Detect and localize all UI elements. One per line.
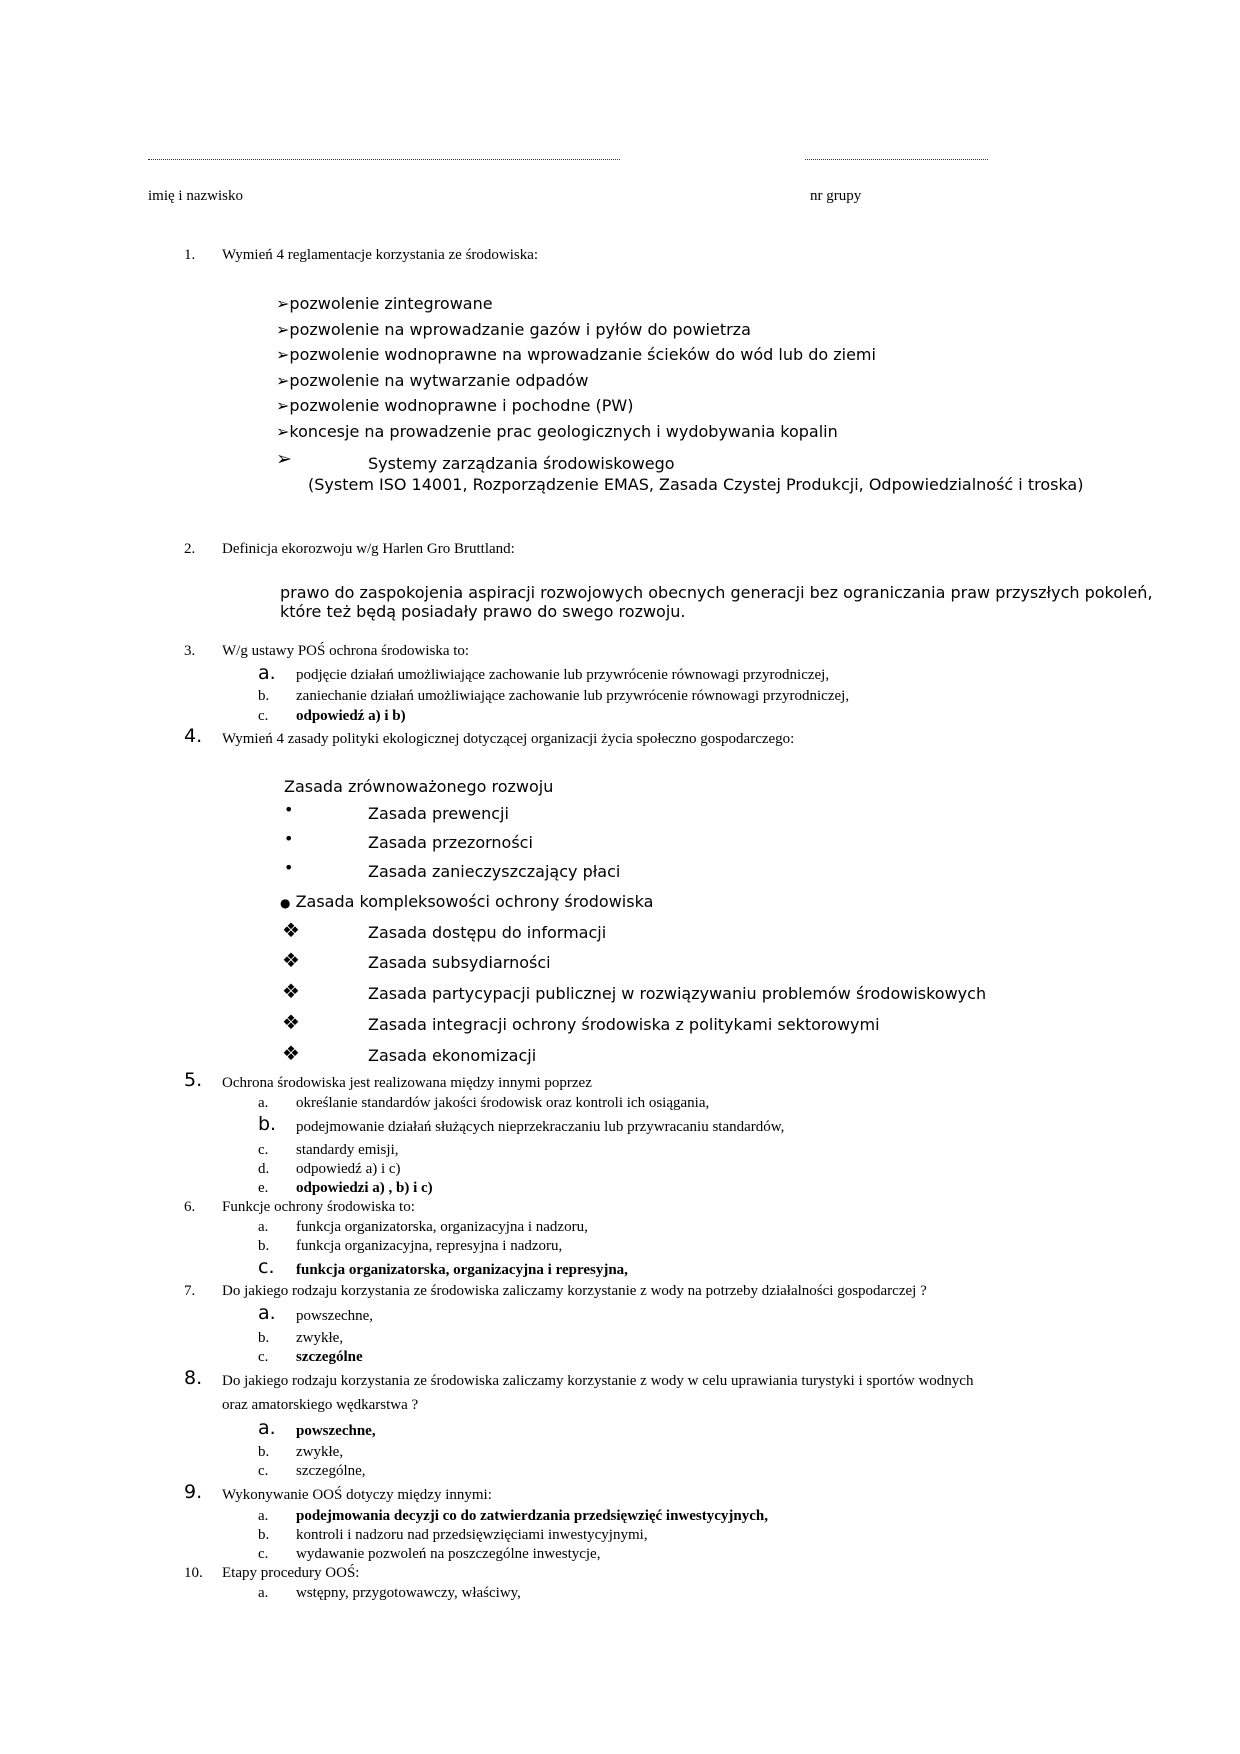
option-letter: c. — [258, 1349, 269, 1365]
option-text: standardy emisji, — [296, 1142, 399, 1158]
option-letter: d. — [258, 1161, 270, 1177]
option-letter: c. — [258, 708, 269, 724]
bullet-icon: ● — [280, 896, 291, 910]
question-3-text: W/g ustawy POŚ ochrona środowiska to: — [222, 643, 470, 659]
option-letter: a. — [258, 1508, 269, 1524]
arrow-icon: ➢ — [276, 320, 290, 339]
principle-item: Zasada integracji ochrony środowiska z politykami sektorowymi — [368, 1015, 880, 1034]
question-10-number: 10. — [184, 1565, 203, 1581]
question-8-number: 8. — [184, 1367, 203, 1389]
question-9-number: 9. — [184, 1481, 203, 1503]
option-text: kontroli i nadzoru nad przedsięwzięciami inwestycyjnymi, — [296, 1527, 648, 1543]
bullet-icon: • — [284, 829, 294, 848]
definition-line-1: prawo do zaspokojenia aspiracji rozwojowych obecnych generacji bez ograniczania praw przyszłych pokoleń, — [280, 583, 1153, 602]
principle-item: ● Zasada kompleksowości ochrony środowiska — [280, 892, 654, 911]
option-text: podejmowania decyzji co do zatwierdzania przedsięwzięć inwestycyjnych, — [296, 1508, 769, 1524]
arrow-icon: ➢ — [276, 345, 290, 364]
question-6-number: 6. — [184, 1199, 196, 1215]
option-letter: c. — [258, 1256, 275, 1278]
principle-item: Zasada partycypacji publicznej w rozwiązywaniu problemów środowiskowych — [368, 984, 987, 1003]
option-letter: b. — [258, 1113, 277, 1135]
question-9-text: Wykonywanie OOŚ dotyczy między innymi: — [222, 1487, 492, 1503]
diamond-icon: ❖ — [282, 1010, 300, 1034]
question-7-text: Do jakiego rodzaju korzystania ze środowiska zaliczamy korzystanie z wody na potrzeby działalności gospodarczej ? — [222, 1283, 927, 1299]
option-letter: b. — [258, 1527, 270, 1543]
option-letter: a. — [258, 1095, 269, 1111]
option-text: powszechne, — [296, 1308, 374, 1324]
option-letter: a. — [258, 662, 276, 684]
option-letter: b. — [258, 1444, 270, 1460]
option-letter: a. — [258, 1219, 269, 1235]
option-letter: a. — [258, 1585, 269, 1601]
diamond-icon: ❖ — [282, 979, 300, 1003]
option-text: szczególne, — [296, 1463, 366, 1479]
option-letter: b. — [258, 1238, 270, 1254]
principle-item: Zasada ekonomizacji — [368, 1046, 537, 1065]
principle-item: Zasada dostępu do informacji — [368, 923, 607, 942]
option-letter: c. — [258, 1142, 269, 1158]
principle-first: Zasada zrównoważonego rozwoju — [284, 777, 554, 796]
definition-line-2: które też będą posiadały prawo do swego rozwoju. — [280, 602, 686, 621]
list-item: ➢pozwolenie wodnoprawne i pochodne (PW) — [276, 396, 634, 415]
option-letter: b. — [258, 1330, 270, 1346]
option-letter: a. — [258, 1417, 276, 1439]
option-text: funkcja organizatorska, organizacyjna i represyjna, — [296, 1262, 628, 1278]
list-item: ➢koncesje na prowadzenie prac geologicznych i wydobywania kopalin — [276, 422, 838, 441]
option-letter: b. — [258, 688, 270, 704]
question-3-number: 3. — [184, 643, 196, 659]
option-letter: a. — [258, 1302, 276, 1324]
systems-heading: Systemy zarządzania środowiskowego — [368, 454, 675, 473]
question-10-text: Etapy procedury OOŚ: — [222, 1565, 360, 1581]
name-label: imię i nazwisko — [148, 188, 243, 204]
list-item: ➢pozwolenie wodnoprawne na wprowadzanie ścieków do wód lub do ziemi — [276, 345, 876, 364]
group-label: nr grupy — [810, 188, 862, 204]
option-text: wydawanie pozwoleń na poszczególne inwestycje, — [296, 1546, 601, 1562]
question-8-text-cont: oraz amatorskiego wędkarstwa ? — [222, 1397, 419, 1413]
option-letter: e. — [258, 1180, 269, 1196]
diamond-icon: ❖ — [282, 948, 300, 972]
option-text: odpowiedź a) i c) — [296, 1161, 401, 1177]
option-text: odpowiedź a) i b) — [296, 708, 406, 724]
question-1-text: Wymień 4 reglamentacje korzystania ze środowiska: — [222, 247, 539, 263]
principle-item: Zasada prewencji — [368, 804, 509, 823]
bullet-icon: • — [284, 858, 294, 877]
diamond-icon: ❖ — [282, 918, 300, 942]
question-6-text: Funkcje ochrony środowiska to: — [222, 1199, 415, 1215]
option-text: określanie standardów jakości środowisk oraz kontroli ich osiągania, — [296, 1095, 710, 1111]
name-line — [148, 158, 620, 160]
principle-item: Zasada zanieczyszczający płaci — [368, 862, 621, 881]
option-letter: c. — [258, 1546, 269, 1562]
option-text: zwykłe, — [296, 1330, 344, 1346]
list-item: ➢pozwolenie na wytwarzanie odpadów — [276, 371, 589, 390]
question-4-number: 4. — [184, 725, 203, 747]
diamond-icon: ❖ — [282, 1041, 300, 1065]
bullet-icon: • — [284, 800, 294, 819]
question-2-text: Definicja ekorozwoju w/g Harlen Gro Bruttland: — [222, 541, 515, 557]
option-text: powszechne, — [296, 1423, 376, 1439]
option-text: wstępny, przygotowawczy, właściwy, — [296, 1585, 521, 1601]
question-5-text: Ochrona środowiska jest realizowana między innymi poprzez — [222, 1075, 592, 1091]
question-4-text: Wymień 4 zasady polityki ekologicznej dotyczącej organizacji życia społeczno gospodarczego: — [222, 731, 795, 747]
list-item: ➢pozwolenie na wprowadzanie gazów i pyłów do powietrza — [276, 320, 751, 339]
arrow-icon: ➢ — [276, 396, 290, 415]
arrow-icon: ➢ — [276, 448, 292, 470]
option-text: podejmowanie działań służących nieprzekraczaniu lub przywracaniu standardów, — [296, 1119, 785, 1135]
option-text: funkcja organizatorska, organizacyjna i nadzoru, — [296, 1219, 588, 1235]
question-5-number: 5. — [184, 1069, 203, 1091]
arrow-icon: ➢ — [276, 422, 290, 441]
question-1-number: 1. — [184, 247, 196, 263]
option-text: odpowiedzi a) , b) i c) — [296, 1180, 433, 1196]
option-text: podjęcie działań umożliwiające zachowanie lub przywrócenie równowagi przyrodniczej, — [296, 667, 830, 683]
question-2-number: 2. — [184, 541, 196, 557]
question-7-number: 7. — [184, 1283, 196, 1299]
principle-item: Zasada subsydiarności — [368, 953, 551, 972]
principle-item: Zasada przezorności — [368, 833, 533, 852]
list-item: ➢pozwolenie zintegrowane — [276, 294, 493, 313]
arrow-icon: ➢ — [276, 371, 290, 390]
option-text: zaniechanie działań umożliwiające zachowanie lub przywrócenie równowagi przyrodniczej, — [296, 688, 850, 704]
option-text: funkcja organizacyjna, represyjna i nadzoru, — [296, 1238, 563, 1254]
option-text: zwykłe, — [296, 1444, 344, 1460]
group-line — [805, 158, 988, 160]
option-text: szczególne — [296, 1349, 363, 1365]
question-8-text: Do jakiego rodzaju korzystania ze środowiska zaliczamy korzystanie z wody w celu uprawiania turystyki i sportów wodnych — [222, 1373, 974, 1389]
option-letter: c. — [258, 1463, 269, 1479]
arrow-icon: ➢ — [276, 294, 290, 313]
systems-detail: (System ISO 14001, Rozporządzenie EMAS, Zasada Czystej Produkcji, Odpowiedzialność i troska) — [308, 475, 1084, 494]
